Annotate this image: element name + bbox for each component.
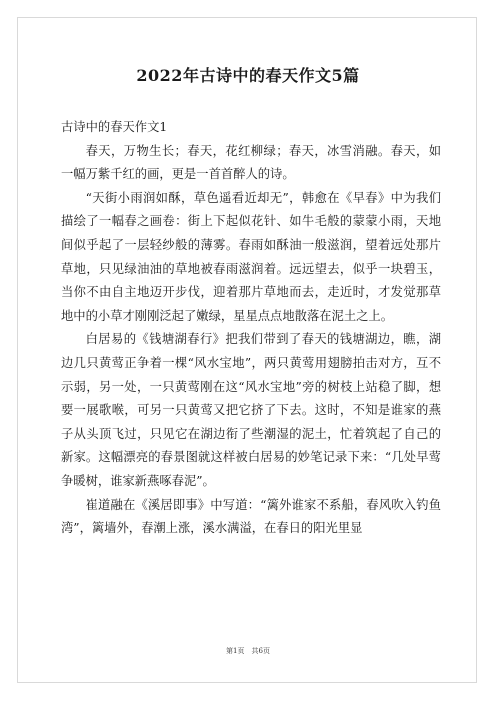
paragraph: 白居易的《钱塘湖春行》把我们带到了春天的钱塘湖边，瞧，湖边几只黄莺正争着一棵“风水宝地”，两只黄莺用翅膀拍击对方，互不示弱，另一处，一只黄莺刚在这“风水宝地”旁的树枝上站稳了脚，想要一展歌喉，可另一只黄莺又把它挤了下去。这时，不知是谁家的燕子从头顶飞过，只见它在湖边衔了些潮湿的泥土，忙着筑起了自己的新家。这幅漂亮的春景图就这样被白居易的妙笔记录下来：“几处早莺争暖树，谁家新燕啄春泥”。 bbox=[61, 332, 441, 488]
page-number: 第1页 共6页 bbox=[226, 647, 270, 655]
section-heading: 古诗中的春天作文1 bbox=[61, 120, 168, 134]
document-title: 2022年古诗中的春天作文5篇 bbox=[136, 66, 360, 85]
document-body bbox=[61, 116, 441, 541]
paragraph: “天街小雨润如酥，草色遥看近却无”，韩愈在《早春》中为我们描绘了一幅春之画卷：街上下起似花针、如牛毛般的蒙蒙小雨，天地间似乎起了一层轻纱般的薄雾。春雨如酥油一般滋润，望着远处那片草地，只见绿油油的草地被春雨滋润着。远远望去，似乎一块碧玉，当你不由自主地迈开步伐，迎着那片草地而去，走近时，才发觉那草地中的小草才刚刚泛起了嫩绿，星星点点地散落在泥土之上。 bbox=[61, 190, 441, 323]
paragraph: 春天，万物生长；春天，花红柳绿；春天，冰雪消融。春天，如一幅万紫千红的画，更是一首首醉人的诗。 bbox=[61, 143, 441, 182]
paragraph: 崔道融在《溪居即事》中写道：“篱外谁家不系船，春风吹入钓鱼湾”，篱墙外，春潮上涨，溪水满溢，在春日的阳光里显 bbox=[61, 497, 441, 536]
